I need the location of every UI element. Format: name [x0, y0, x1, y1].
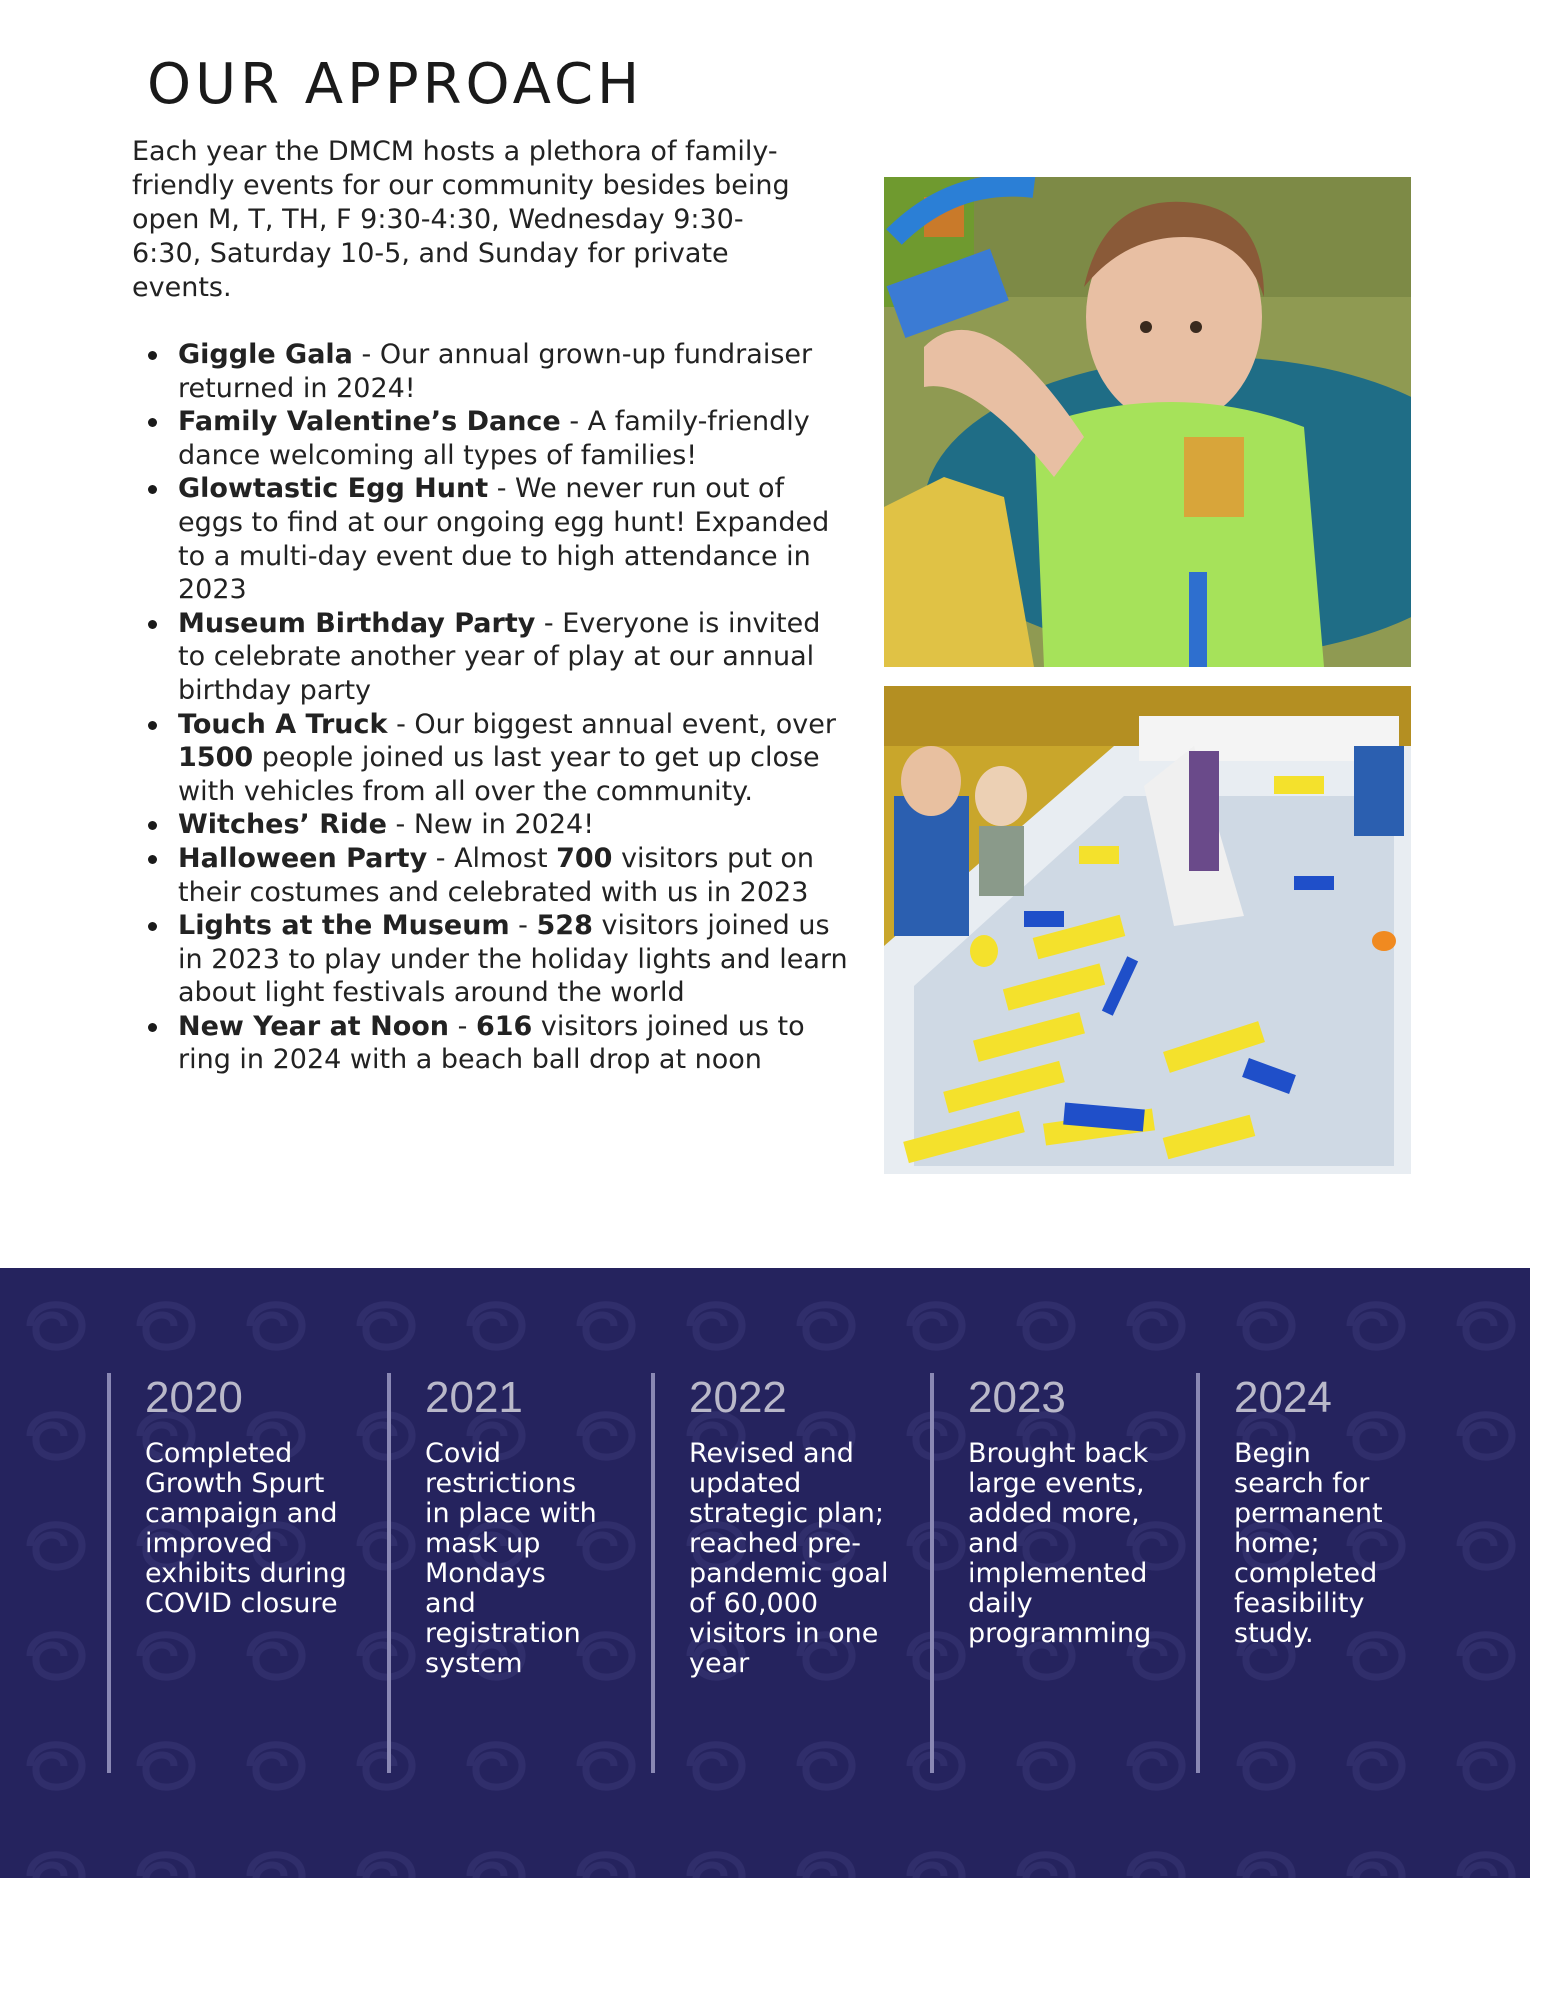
- event-description: people joined us last year to get up close with vehicles from all over the community.: [178, 742, 820, 807]
- timeline-entry-2023: [930, 1373, 1152, 1773]
- event-description: - Our biggest annual event, over: [387, 708, 836, 740]
- water-table-photo: [884, 686, 1411, 1174]
- event-item: [178, 909, 848, 1010]
- event-description: - A family-friendly dance welcoming all types of families!: [178, 406, 810, 471]
- timeline-year: 2023: [968, 1373, 1066, 1422]
- event-item: [178, 708, 848, 809]
- timeline-text: Revised and updated strategic plan; reached pre-pandemic goal of 60,000 visitors in one year: [689, 1438, 889, 1679]
- event-description: visitors put on their costumes and celebrated with us in 2023: [178, 842, 815, 908]
- event-description: - Our annual grown-up fundraiser returned in 2024!: [178, 339, 813, 404]
- event-name: Museum Birthday Party: [178, 607, 536, 639]
- event-description: - Almost: [427, 842, 557, 874]
- event-name: Halloween Party: [178, 842, 428, 874]
- event-number: 528: [536, 910, 593, 942]
- timeline-entry-2021: [387, 1373, 597, 1773]
- child-photo: [884, 177, 1411, 667]
- event-description: visitors joined us in 2023 to play under the holiday lights and learn about light festivals around the world: [178, 910, 848, 1009]
- event-name: New Year at Noon: [178, 1010, 450, 1042]
- timeline-year: 2020: [145, 1373, 243, 1422]
- event-item: [178, 842, 848, 909]
- event-description: - New in 2024!: [386, 809, 595, 841]
- timeline-text: Begin search for permanent home; completed feasibility study.: [1234, 1438, 1383, 1649]
- event-item: [178, 472, 848, 606]
- timeline-entry-2022: [651, 1373, 889, 1773]
- event-item: [178, 607, 848, 708]
- timeline-text: Brought back large events, added more, and implemented daily programming: [968, 1438, 1152, 1649]
- event-description: -: [449, 1010, 476, 1042]
- event-item: [178, 1010, 848, 1077]
- timeline-text: Covid restrictions in place with mask up Mondays and registration system: [425, 1438, 597, 1679]
- page-title: OUR APPROACH: [147, 52, 644, 117]
- intro-paragraph: Each year the DMCM hosts a plethora of family-friendly events for our community besides being open M, T, TH, F 9:30-4:30, Wednesday 9:30-6:30, Saturday 10-5, and Sunday for private events.: [132, 136, 790, 303]
- event-description: -: [509, 910, 537, 942]
- event-description: visitors joined us to ring in 2024 with a beach ball drop at noon: [178, 1010, 805, 1076]
- events-list: [132, 338, 848, 1077]
- event-name: Witches’ Ride: [178, 809, 387, 841]
- timeline-section: [0, 1268, 1530, 1878]
- event-number: 1500: [178, 742, 254, 774]
- timeline-entry-2020: [107, 1373, 347, 1773]
- event-item: [178, 808, 848, 842]
- timeline-text: Completed Growth Spurt campaign and improved exhibits during COVID closure: [145, 1438, 347, 1619]
- event-name: Giggle Gala: [178, 339, 353, 370]
- timeline-year: 2021: [425, 1373, 523, 1422]
- event-name: Touch A Truck: [178, 708, 388, 740]
- event-item: [178, 405, 848, 472]
- event-number: 616: [475, 1010, 533, 1042]
- timeline-entry-2024: [1196, 1373, 1383, 1773]
- timeline-year: 2024: [1234, 1373, 1332, 1422]
- event-name: Glowtastic Egg Hunt: [178, 473, 489, 505]
- event-item: [178, 338, 848, 405]
- event-name: Lights at the Museum: [178, 910, 510, 942]
- event-description: - Everyone is invited to celebrate another year of play at our annual birthday party: [178, 607, 821, 706]
- timeline-year: 2022: [689, 1373, 787, 1422]
- event-description: - We never run out of eggs to find at our ongoing egg hunt! Expanded to a multi-day event due to high attendance in 2023: [178, 473, 830, 606]
- event-number: 700: [556, 842, 613, 874]
- event-name: Family Valentine’s Dance: [178, 406, 561, 438]
